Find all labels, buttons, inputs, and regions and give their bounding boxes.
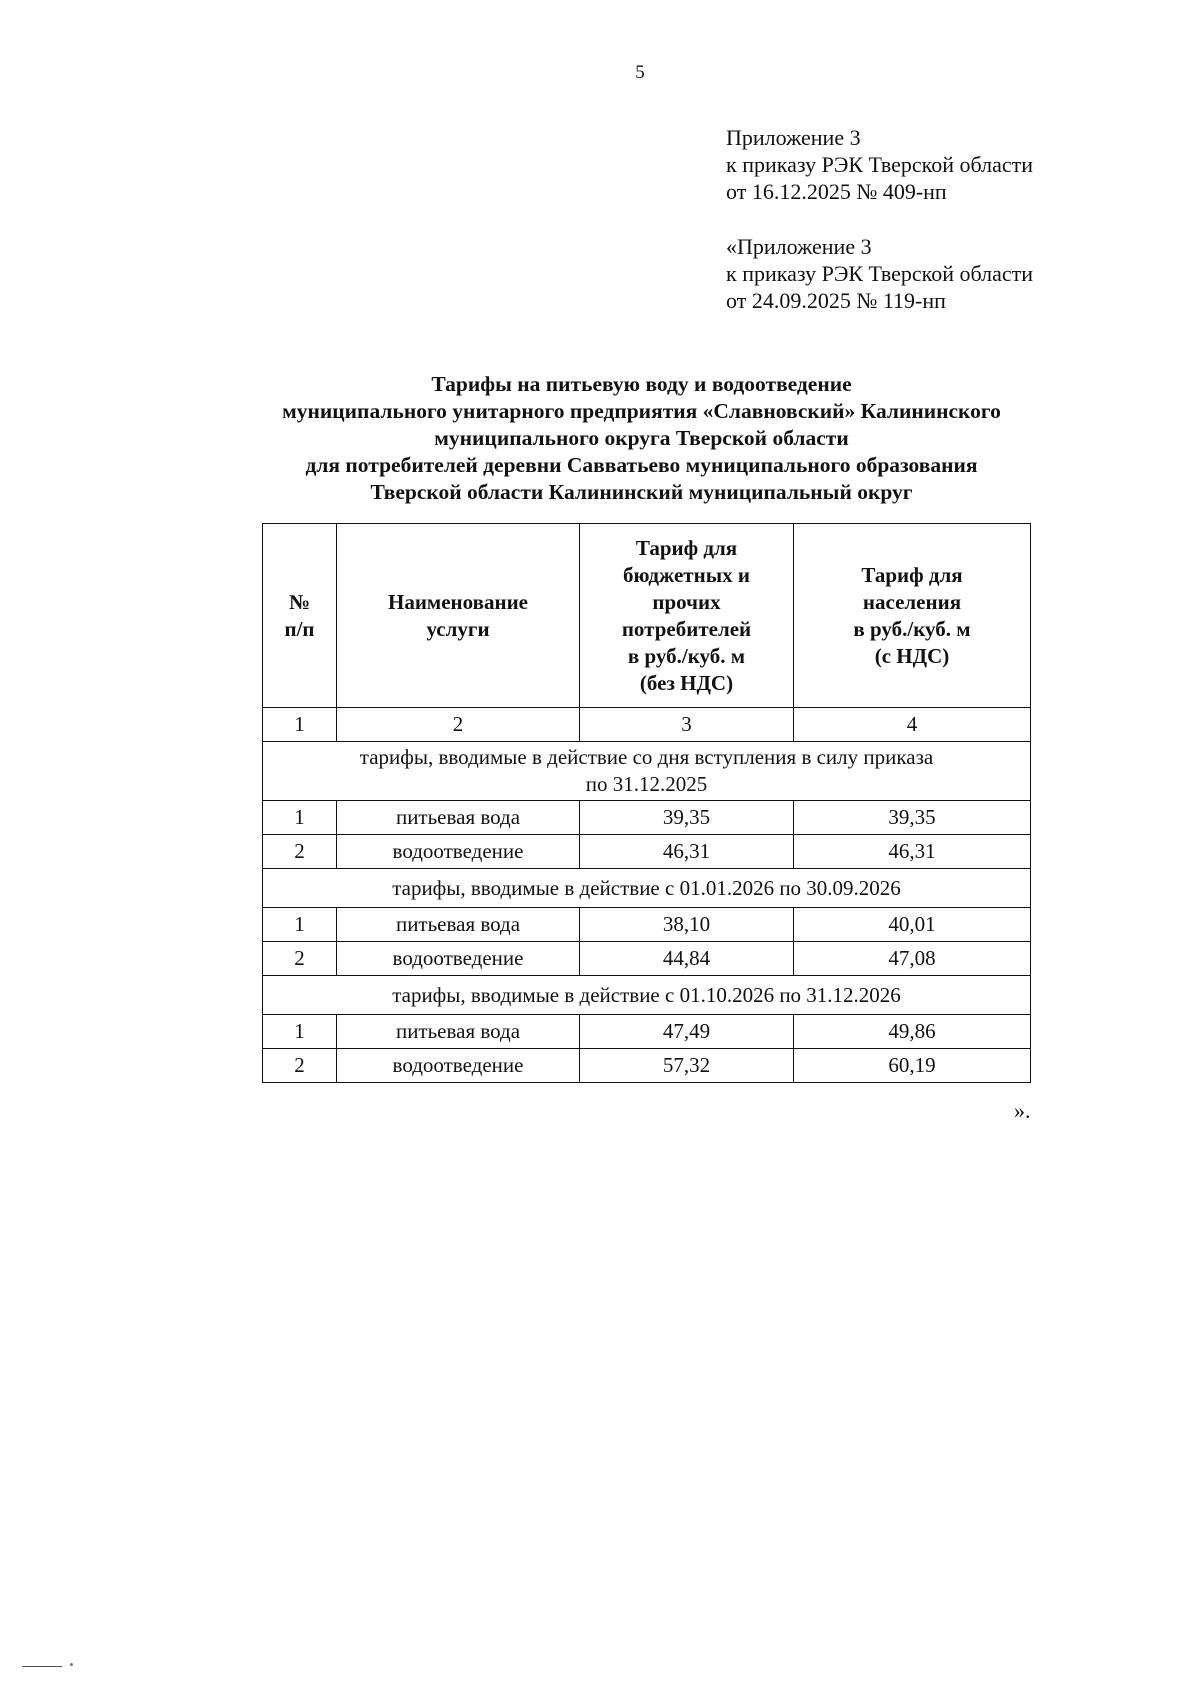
budget-tariff-value: 39,35 [580,801,794,835]
header-line: населения [862,589,962,614]
scan-corner-line [22,1666,62,1667]
document-title [0,371,1200,506]
service-name: водоотведение [337,1049,580,1083]
title-line: Тарифы на питьевую воду и водоотведение [431,372,852,396]
header-line: Наименование [388,589,528,614]
header-line: прочих [652,589,721,614]
period-row [263,976,1031,1015]
population-tariff-value: 40,01 [794,908,1031,942]
scan-corner-dot [70,1663,73,1666]
title-line: муниципального округа Тверской области [434,426,849,450]
period-label: тарифы, вводимые в действие с 01.10.2026 по 31.12.2026 [263,976,1031,1015]
page-number: 5 [635,62,645,83]
header-line: Тариф для [635,535,738,560]
title-line: муниципального унитарного предприятия «Славновский» Калининского [282,399,1001,423]
period-label-line: по 31.12.2025 [585,772,708,796]
period-row [263,742,1031,801]
budget-tariff-value: 57,32 [580,1049,794,1083]
header-line: № [288,589,311,614]
header-line: в руб./куб. м [627,643,746,668]
service-name: водоотведение [337,942,580,976]
header-line: Тариф для [861,562,963,587]
service-name: водоотведение [337,835,580,869]
appendix-previous-reference [726,233,1033,314]
row-number: 2 [263,1049,337,1083]
header-line: (без НДС) [639,670,734,695]
title-line: Тверской области Калининский муниципальный округ [370,480,913,504]
header-line: потребителей [621,616,752,641]
column-number: 3 [580,708,794,742]
appendix-line: от 16.12.2025 № 409-нп [726,179,947,204]
period-label-line: тарифы, вводимые в действие со дня вступления в силу приказа [359,745,934,769]
service-name: питьевая вода [337,908,580,942]
closing-quote-mark: ». [1014,1098,1031,1123]
row-number: 1 [263,908,337,942]
appendix-line: Приложение 3 [726,125,861,150]
table-row [263,1015,1031,1049]
row-number: 1 [263,801,337,835]
population-tariff-value: 46,31 [794,835,1031,869]
column-number: 4 [794,708,1031,742]
row-number: 2 [263,835,337,869]
table-header-row [263,524,1031,708]
row-number: 1 [263,1015,337,1049]
column-number-row [263,708,1031,742]
population-tariff-value: 60,19 [794,1049,1031,1083]
tariff-table [262,523,1031,1083]
table-row [263,942,1031,976]
service-name: питьевая вода [337,801,580,835]
period-label: тарифы, вводимые в действие с 01.01.2026 по 30.09.2026 [263,869,1031,908]
header-population-tariff [794,524,1031,708]
header-line: услуги [426,616,490,641]
column-number: 2 [337,708,580,742]
header-service-name [337,524,580,708]
population-tariff-value: 39,35 [794,801,1031,835]
table-row [263,908,1031,942]
table-row [263,1049,1031,1083]
population-tariff-value: 49,86 [794,1015,1031,1049]
table-row [263,801,1031,835]
appendix-line: от 24.09.2025 № 119-нп [726,288,946,313]
row-number: 2 [263,942,337,976]
header-line: бюджетных и [623,562,750,587]
budget-tariff-value: 44,84 [580,942,794,976]
appendix-current-reference [726,124,1033,205]
appendix-line: к приказу РЭК Тверской области [726,261,1034,286]
header-number [263,524,337,708]
period-label [263,742,1031,801]
table-row [263,835,1031,869]
service-name: питьевая вода [337,1015,580,1049]
title-line: для потребителей деревни Савватьево муниципального образования [305,453,978,477]
header-line: п/п [284,616,315,641]
column-number: 1 [263,708,337,742]
budget-tariff-value: 46,31 [580,835,794,869]
budget-tariff-value: 47,49 [580,1015,794,1049]
header-line: в руб./куб. м [853,616,971,641]
header-line: (с НДС) [874,643,950,668]
appendix-line: к приказу РЭК Тверской области [726,152,1034,177]
population-tariff-value: 47,08 [794,942,1031,976]
header-budget-tariff [580,524,794,708]
budget-tariff-value: 38,10 [580,908,794,942]
period-row [263,869,1031,908]
appendix-line: «Приложение 3 [726,234,872,259]
